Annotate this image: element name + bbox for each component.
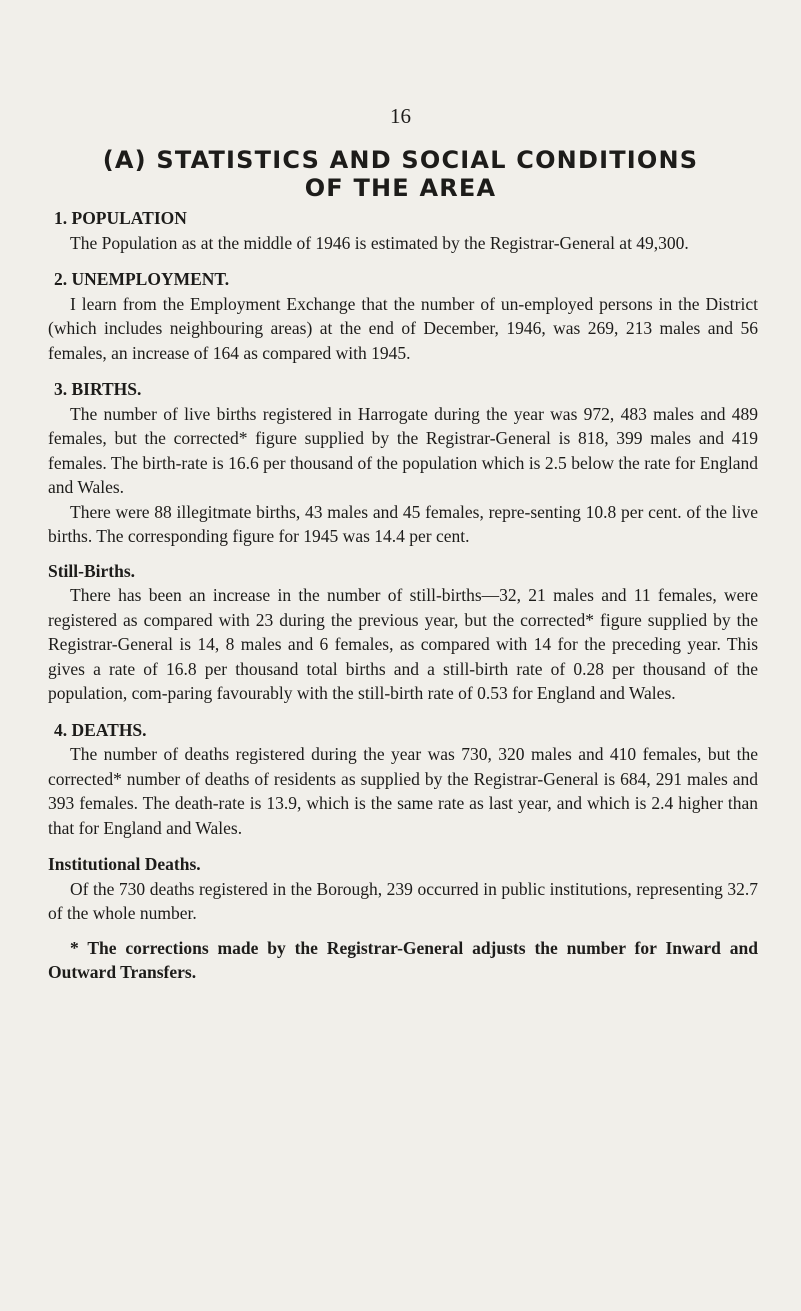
sub-heading-institutional-deaths: Institutional Deaths. bbox=[48, 854, 201, 874]
document-body bbox=[48, 206, 758, 985]
section-heading-unemployment: 2. UNEMPLOYMENT. bbox=[54, 269, 230, 289]
page-title-line-1: (A) STATISTICS AND SOCIAL CONDITIONS bbox=[102, 146, 699, 174]
section-heading-deaths: 4. DEATHS. bbox=[54, 719, 147, 740]
population-paragraph: The Population as at the middle of 1946 is estimated by the Registrar-General at 49,300. bbox=[70, 232, 689, 253]
section-heading-population: 1. POPULATION bbox=[54, 208, 187, 228]
footnote: * The corrections made by the Registrar-General adjusts the number for Inward and Outward Transfers. bbox=[48, 937, 758, 982]
still-births-paragraph: There has been an increase in the number of still-births—32, 21 males and 11 females, were registered as compared with 23 during the previous year, but the corrected* figure supplied by the Registrar-General is 14, 8 males and 6 females, as compared with 14 for the preceding year. This gives a rate of 16.8 per thousand total births and a still-birth rate of 0.28 per thousand of the population, com-paring favourably with the still-birth rate of 0.53 for England and Wales. bbox=[48, 585, 758, 703]
institutional-deaths-paragraph: Of the 730 deaths registered in the Borough, 239 occurred in public institutions, representing 32.7 of the whole number. bbox=[48, 878, 758, 923]
sub-heading-still-births: Still-Births. bbox=[48, 560, 136, 581]
births-paragraph-1: The number of live births registered in Harrogate during the year was 972, 483 males and 489 females, but the corrected* figure supplied by the Registrar-General is 818, 399 males and 419 females. The birth-rate is 16.6 per thousand of the population which is 2.5 below the rate for England and Wales. bbox=[48, 403, 758, 497]
section-heading-births: 3. BIRTHS. bbox=[54, 379, 142, 399]
unemployment-paragraph: I learn from the Employment Exchange that the number of un-employed persons in the District (which includes neighbouring areas) at the end of December, 1946, was 269, 213 males and 56 females, an increase of 164 as compared with 1945. bbox=[48, 293, 758, 363]
page-title-line-2: OF THE AREA bbox=[304, 174, 497, 202]
deaths-paragraph: The number of deaths registered during the year was 730, 320 males and 410 females, but the corrected* number of deaths of residents as supplied by the Registrar-General is 684, 291 males and 393 females. The death-rate is 13.9, which is the same rate as last year, and which is 2.4 higher than that for England and Wales. bbox=[48, 744, 758, 838]
births-paragraph-2: There were 88 illegitmate births, 43 males and 45 females, repre-senting 10.8 per cent. of the live births. The corresponding figure for 1945 was 14.4 per cent. bbox=[48, 501, 758, 546]
page-number: 16 bbox=[390, 104, 411, 128]
page-title bbox=[0, 146, 801, 202]
